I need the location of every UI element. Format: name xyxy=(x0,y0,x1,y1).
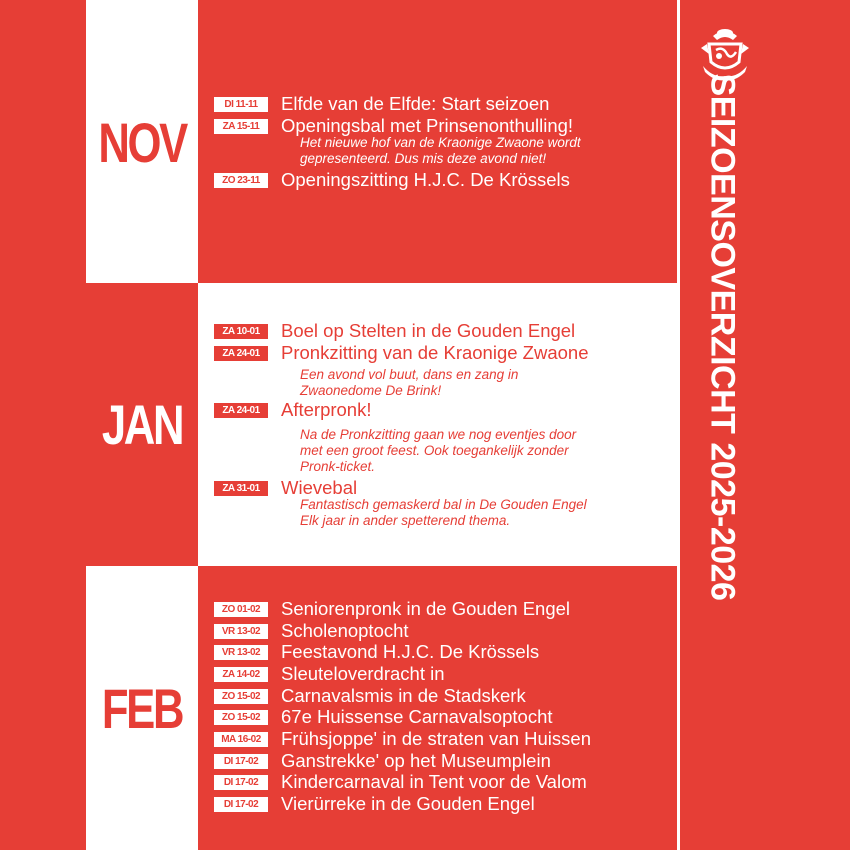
event-row xyxy=(214,115,573,137)
date-badge: DI 17-02 xyxy=(214,797,268,812)
description-line: met een groot feest. Ook toegankelijk zonder xyxy=(300,443,569,458)
description-line: Een avond vol buut, dans en zang in xyxy=(300,367,519,382)
description-line: Het nieuwe hof van de Kraonige Zwaone wordt xyxy=(300,135,581,150)
event-title: Sleuteloverdracht in xyxy=(281,663,445,684)
date-badge: ZA 31-01 xyxy=(214,481,268,496)
event-row xyxy=(214,598,570,620)
event-row xyxy=(214,93,549,115)
event-title: Openingszitting H.J.C. De Krössels xyxy=(281,169,570,190)
month-label-jan: JAN xyxy=(101,393,183,456)
description-line: Fantastisch gemaskerd bal in De Gouden Engel xyxy=(300,497,587,512)
event-description xyxy=(300,427,576,475)
event-description xyxy=(300,367,518,399)
description-line: Pronk-ticket. xyxy=(300,459,376,474)
event-title: Afterpronk! xyxy=(281,399,372,420)
event-title: Frühsjoppe' in de straten van Huissen xyxy=(281,728,591,749)
date-badge: ZA 10-01 xyxy=(214,324,268,339)
event-title: Scholenoptocht xyxy=(281,620,409,641)
event-row xyxy=(214,750,551,772)
event-row xyxy=(214,771,587,793)
event-row xyxy=(214,663,445,685)
date-badge: ZA 14-02 xyxy=(214,667,268,682)
event-title: Vierürreke in de Gouden Engel xyxy=(281,793,535,814)
event-row xyxy=(214,685,526,707)
event-row xyxy=(214,169,570,191)
divider-line xyxy=(677,0,680,850)
event-row xyxy=(214,342,589,364)
date-badge: ZO 15-02 xyxy=(214,689,268,704)
event-row xyxy=(214,399,372,421)
event-row xyxy=(214,728,591,750)
date-badge: ZA 24-01 xyxy=(214,403,268,418)
date-badge: ZO 15-02 xyxy=(214,710,268,725)
event-title: 67e Huissense Carnavalsoptocht xyxy=(281,706,553,727)
description-line: gepresenteerd. Dus mis deze avond niet! xyxy=(300,151,547,166)
month-label-feb: FEB xyxy=(101,677,183,740)
date-badge: ZA 24-01 xyxy=(214,346,268,361)
event-title: Openingsbal met Prinsenonthulling! xyxy=(281,115,574,136)
date-badge: VR 13-02 xyxy=(214,624,268,639)
description-line: Elk jaar in ander spetterend thema. xyxy=(300,513,511,528)
event-description xyxy=(300,135,581,167)
date-badge: DI 17-02 xyxy=(214,754,268,769)
month-label-nov: NOV xyxy=(98,111,186,174)
event-title: Seniorenpronk in de Gouden Engel xyxy=(281,598,571,619)
event-description xyxy=(300,497,587,529)
date-badge: ZO 01-02 xyxy=(214,602,268,617)
event-row xyxy=(214,620,409,642)
event-title: Kindercarnaval in Tent voor de Valom xyxy=(281,771,587,792)
date-badge: MA 16-02 xyxy=(214,732,268,747)
event-title: Ganstrekke' op het Museumplein xyxy=(281,750,551,771)
event-title: Boel op Stelten in de Gouden Engel xyxy=(281,320,576,341)
event-row xyxy=(214,706,553,728)
date-badge: ZO 23-11 xyxy=(214,173,268,188)
description-line: Zwaonedome De Brink! xyxy=(300,383,442,398)
date-badge: ZA 15-11 xyxy=(214,119,268,134)
date-badge: VR 13-02 xyxy=(214,645,268,660)
date-badge: DI 17-02 xyxy=(214,775,268,790)
description-line: Na de Pronkzitting gaan we nog eventjes door xyxy=(300,427,577,442)
event-title: Feestavond H.J.C. De Krössels xyxy=(281,641,540,662)
event-row xyxy=(214,793,535,815)
event-row xyxy=(214,320,575,342)
event-title: Elfde van de Elfde: Start seizoen xyxy=(281,93,550,114)
event-title: Pronkzitting van de Kraonige Zwaone xyxy=(281,342,589,363)
event-title: Carnavalsmis in de Stadskerk xyxy=(281,685,526,706)
event-row xyxy=(214,477,357,499)
season-title: SEIZOENSOVERZICHT 2025-2026 xyxy=(703,73,742,601)
event-title: Wievebal xyxy=(281,477,358,498)
event-row xyxy=(214,641,539,663)
date-badge: DI 11-11 xyxy=(214,97,268,112)
